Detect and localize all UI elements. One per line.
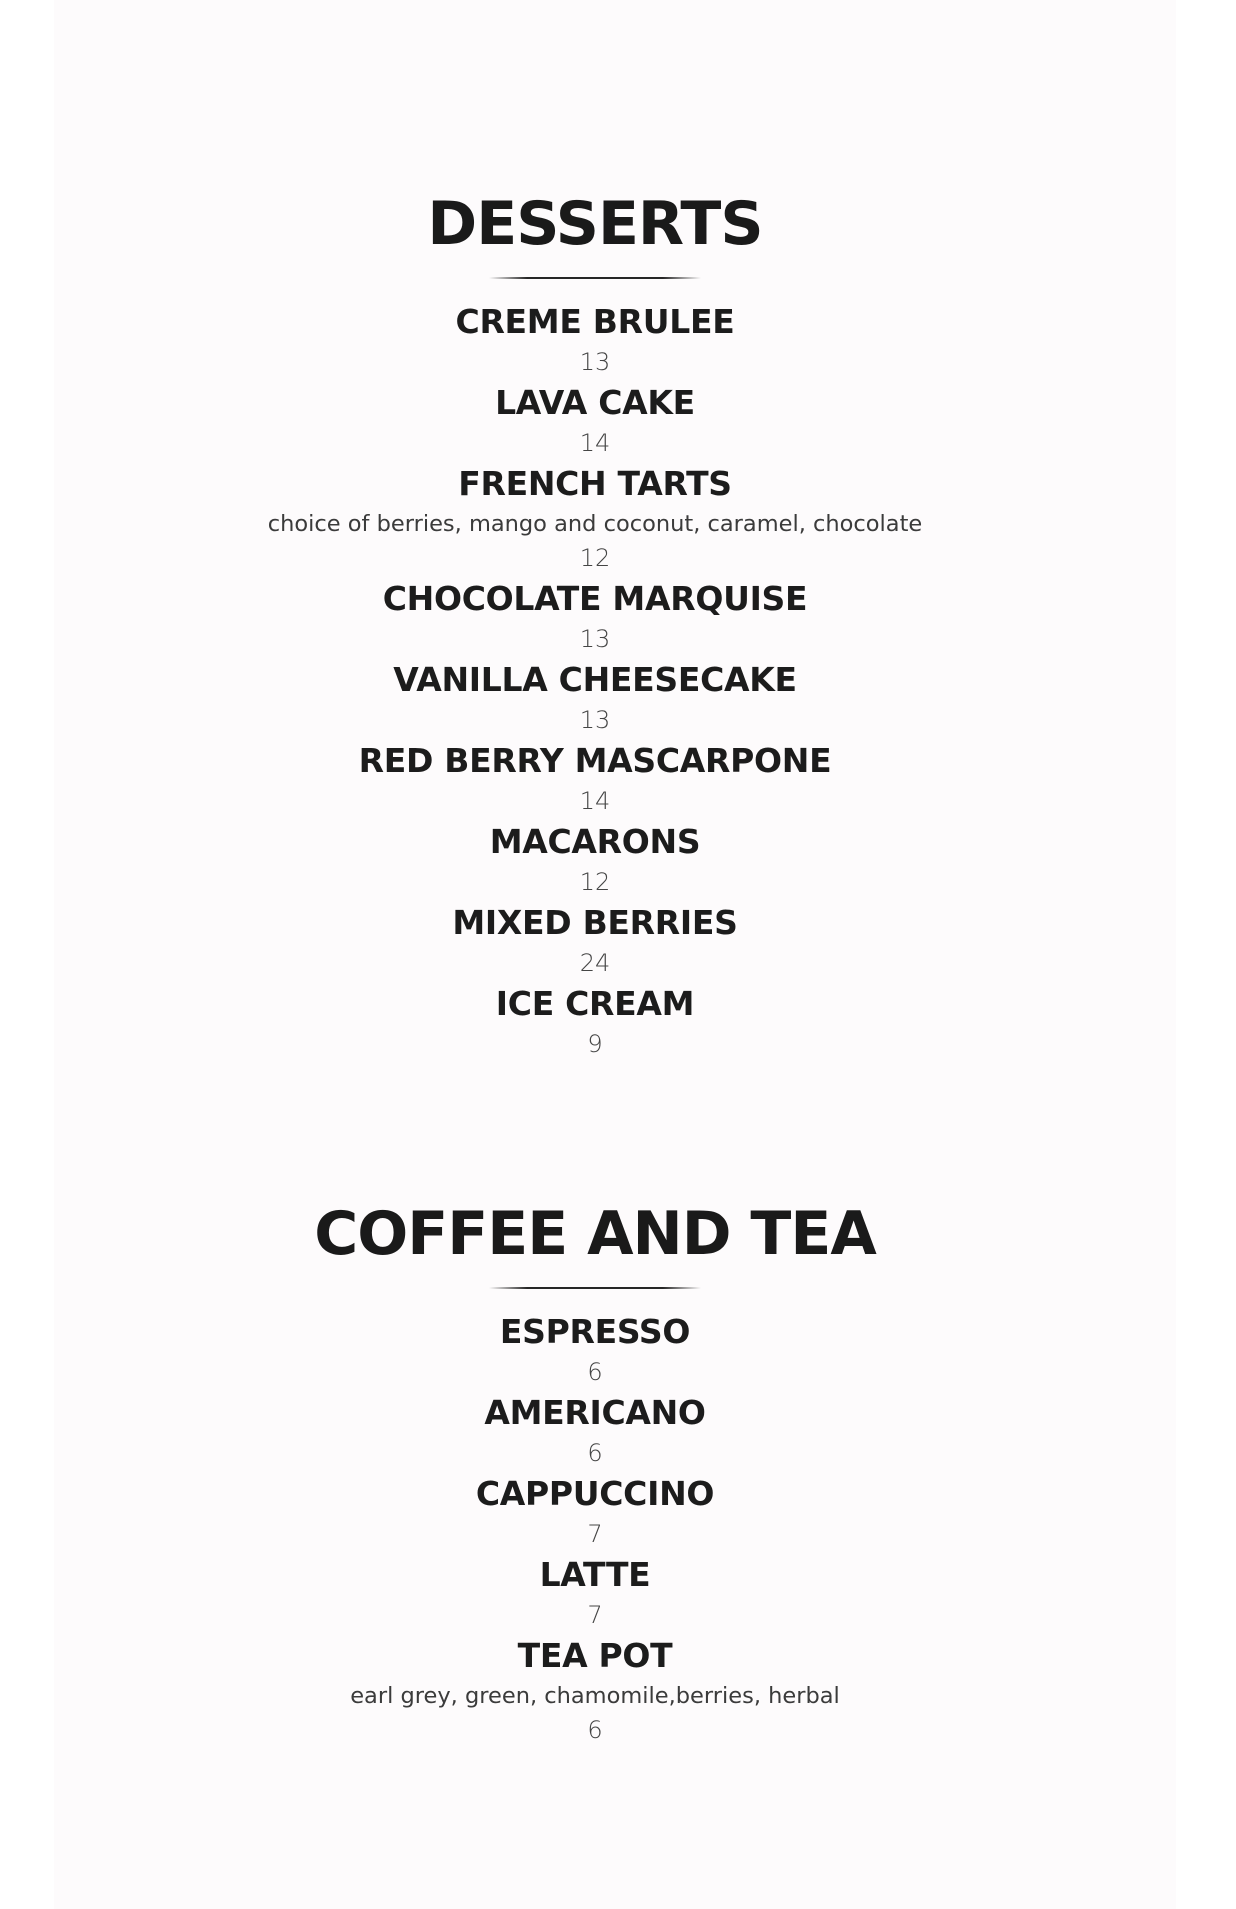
item-name: CREME BRULEE: [455, 302, 735, 341]
menu-item-list: [0, 1309, 1190, 1748]
menu-item: [0, 657, 1190, 738]
menu-item: [0, 738, 1190, 819]
item-price: 9: [587, 1030, 603, 1058]
menu-item: [0, 380, 1190, 461]
item-name: RED BERRY MASCARPONE: [358, 741, 832, 780]
item-name: FRENCH TARTS: [458, 464, 732, 503]
desserts-section: [0, 186, 1190, 1062]
item-name: CAPPUCCINO: [475, 1474, 715, 1513]
menu-item: [0, 299, 1190, 380]
item-price: 13: [579, 706, 611, 734]
item-description: earl grey, green, chamomile,berries, herbal: [350, 1683, 840, 1709]
item-price: 6: [587, 1358, 603, 1386]
item-price: 12: [579, 868, 611, 896]
menu-item: [0, 981, 1190, 1062]
menu-item-list: [0, 299, 1190, 1062]
menu-item: [0, 1633, 1190, 1748]
item-name: MIXED BERRIES: [452, 903, 738, 942]
section-divider: [489, 1287, 701, 1289]
section-divider: [489, 277, 701, 279]
item-name: MACARONS: [489, 822, 701, 861]
menu-item: [0, 461, 1190, 576]
item-name: LATTE: [539, 1555, 651, 1594]
menu-item: [0, 1390, 1190, 1471]
coffee-and-tea-section: [0, 1196, 1190, 1748]
item-name: ICE CREAM: [495, 984, 695, 1023]
menu-item: [0, 900, 1190, 981]
item-price: 7: [587, 1520, 603, 1548]
item-name: LAVA CAKE: [495, 383, 695, 422]
item-price: 13: [579, 348, 611, 376]
item-price: 7: [587, 1601, 603, 1629]
menu-item: [0, 1471, 1190, 1552]
menu-item: [0, 1552, 1190, 1633]
item-price: 13: [579, 625, 611, 653]
item-description: choice of berries, mango and coconut, caramel, chocolate: [267, 511, 923, 537]
menu-item: [0, 576, 1190, 657]
item-price: 24: [579, 949, 611, 977]
menu-item: [0, 1309, 1190, 1390]
item-name: ESPRESSO: [499, 1312, 691, 1351]
item-name: AMERICANO: [484, 1393, 706, 1432]
item-price: 14: [579, 429, 611, 457]
item-name: CHOCOLATE MARQUISE: [382, 579, 808, 618]
item-name: VANILLA CHEESECAKE: [393, 660, 797, 699]
item-price: 6: [587, 1716, 603, 1744]
item-price: 6: [587, 1439, 603, 1467]
section-title: COFFEE AND TEA: [314, 1199, 876, 1269]
item-price: 12: [579, 544, 611, 572]
section-title: DESSERTS: [427, 189, 763, 259]
item-price: 14: [579, 787, 611, 815]
item-name: TEA POT: [517, 1636, 673, 1675]
menu-item: [0, 819, 1190, 900]
